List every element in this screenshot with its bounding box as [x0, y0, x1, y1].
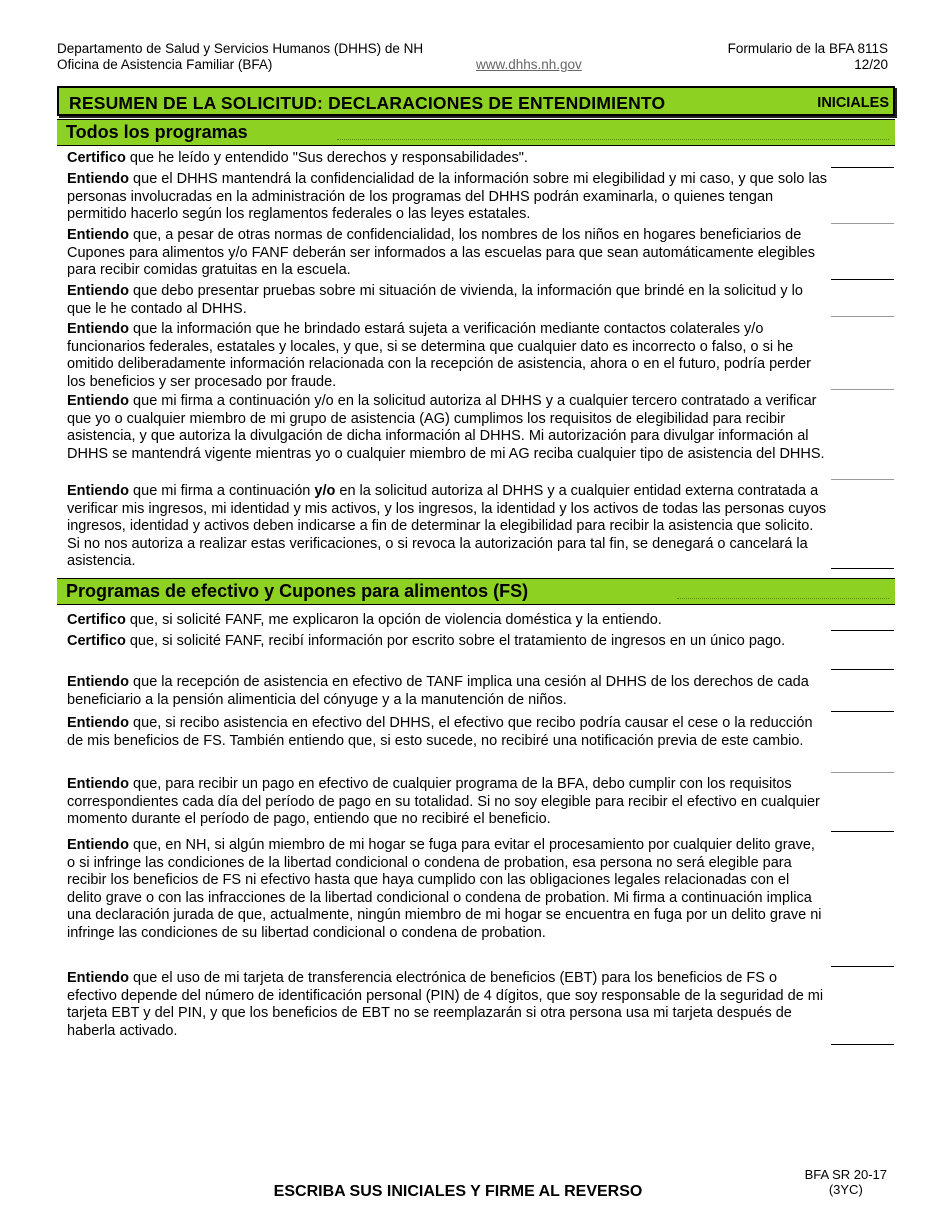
footer-instruction: ESCRIBA SUS INICIALES Y FIRME AL REVERSO — [273, 1183, 643, 1200]
form-code-suffix: (3YC) — [828, 1182, 863, 1197]
statement-text: que mi firma a continuación — [129, 483, 315, 499]
initials-field[interactable] — [831, 711, 894, 712]
page-title-bar — [57, 86, 895, 116]
initials-field[interactable] — [831, 669, 894, 670]
statement-item — [67, 612, 827, 630]
form-code: BFA SR 20-17 — [804, 1167, 887, 1182]
agency-header — [57, 41, 423, 73]
dotted-leader — [677, 598, 889, 599]
initials-field[interactable] — [831, 772, 894, 773]
form-name: Formulario de la BFA 811S — [727, 41, 888, 56]
statement-item — [67, 283, 827, 318]
statement-item — [67, 483, 827, 571]
initials-field[interactable] — [831, 316, 894, 317]
initials-field[interactable] — [831, 279, 894, 280]
form-id-block — [728, 41, 888, 73]
statement-lead: Certifico — [67, 633, 126, 649]
statement-item — [67, 227, 827, 280]
initials-field[interactable] — [831, 831, 894, 832]
statement-lead: Entiendo — [67, 715, 130, 731]
statement-item — [67, 150, 827, 168]
statement-item — [67, 715, 827, 750]
initials-field[interactable] — [831, 223, 894, 224]
statement-text: en la solicitud autoriza al DHHS y a cualquier entidad externa contratada a verificar mis ingresos, mi identidad y mis activos, y los ingresos, la identidad y los activos de todas las personas cuyos ingresos, identidad y activos deben indicarse a fin de determinar la elegibilidad para recibir la asistencia que solicito. Si no nos autoriza a realizar estas verificaciones, o si revoca la autorización para tal fin, se denegará o cancelará la asistencia. — [67, 483, 827, 570]
statement-text: que la recepción de asistencia en efectivo de TANF implica una cesión al DHHS de los derechos de cada beneficiario a la pensión alimenticia del cónyuge y a la manutención de niños. — [67, 674, 809, 708]
statement-lead: Entiendo — [67, 776, 130, 792]
office-name: Oficina de Asistencia Familiar (BFA) — [57, 57, 273, 72]
statement-lead: Entiendo — [67, 483, 130, 499]
section-title: Todos los programas — [66, 122, 248, 142]
statement-text: que he leído y entendido "Sus derechos y responsabilidades". — [125, 150, 528, 166]
statement-lead: Entiendo — [67, 171, 130, 187]
statement-item — [67, 321, 827, 391]
initials-field[interactable] — [831, 167, 894, 168]
statement-item — [67, 633, 827, 651]
statement-text: que, si recibo asistencia en efectivo del DHHS, el efectivo que recibo podría causar el cese o la reducción de mis beneficios de FS. También entiendo que, si esto sucede, no recibiré una notificación previa de este cambio. — [67, 715, 813, 749]
statement-lead: Entiendo — [67, 321, 130, 337]
statement-lead: Entiendo — [67, 393, 130, 409]
initials-field[interactable] — [831, 568, 894, 569]
statement-lead: Entiendo — [67, 837, 130, 853]
initials-field[interactable] — [831, 966, 894, 967]
statement-emphasis: y/o — [314, 483, 336, 499]
initials-field[interactable] — [831, 1044, 894, 1045]
statement-item — [67, 970, 827, 1040]
initials-field[interactable] — [831, 479, 894, 480]
statement-item — [67, 674, 827, 709]
statement-text: que el uso de mi tarjeta de transferencia electrónica de beneficios (EBT) para los beneficios de FS o efectivo depende del número de identificación personal (PIN) de 4 dígitos, que soy responsable de la seguridad de mi tarjeta EBT y del PIN, y que los beneficios de EBT no se reemplazarán si otra persona usa mi tarjeta después de haberla activado. — [67, 970, 824, 1039]
initials-column-header: INICIALES — [817, 95, 889, 111]
statement-lead: Entiendo — [67, 283, 130, 299]
statement-lead: Entiendo — [67, 674, 130, 690]
statement-item — [67, 393, 827, 463]
statement-item — [67, 171, 827, 224]
dotted-leader — [337, 139, 889, 140]
statement-text: que, en NH, si algún miembro de mi hogar se fuga para evitar el procesamiento por cualquier delito grave, o si infringe las condiciones de la libertad condicional o condena de probation, esa persona no será elegible para recibir los beneficios de FS ni efectivo hasta que haya cumplido con las obligaciones legales relacionadas con el delito grave o con las infracciones de la libertad condicional o condena de probation. Mi firma a continuación implica una declaración jurada de que, actualmente, ningún miembro de mi hogar se encuentra en fuga por un delito grave ni infringe las condiciones de su libertad condicional o condena de probation. — [67, 837, 822, 941]
statement-text: que, si solicité FANF, me explicaron la opción de violencia doméstica y la entiendo. — [125, 612, 662, 628]
statement-text: que mi firma a continuación y/o en la solicitud autoriza al DHHS y a cualquier tercero contratado a verificar que yo o cualquier miembro de mi grupo de asistencia (AG) cumplimos los requisitos de elegibilidad para recibir asistencia, y que autoriza la divulgación de dicha información al DHHS. Mi autorización para divulgar información al DHHS se mantendrá vigente mientras yo o cualquier miembro de mi AG reciba cualquier tipo de asistencia del DHHS. — [67, 393, 825, 462]
page-title: RESUMEN DE LA SOLICITUD: DECLARACIONES DE ENTENDIMIENTO — [69, 93, 666, 113]
statement-item — [67, 776, 827, 829]
section-heading-all-programs — [57, 119, 895, 146]
section-title: Programas de efectivo y Cupones para alimentos (FS) — [66, 581, 529, 601]
statement-text: que, para recibir un pago en efectivo de cualquier programa de la BFA, debo cumplir con los requisitos correspondientes cada día del período de pago en su totalidad. Si no soy elegible para recibir el efectivo en cualquier momento durante el período de pago, entiendo que no recibiré el beneficio. — [67, 776, 820, 828]
section-heading-cash-food-stamps — [57, 578, 895, 605]
statement-lead: Certifico — [67, 150, 126, 166]
statement-lead: Certifico — [67, 612, 126, 628]
statement-lead: Entiendo — [67, 227, 130, 243]
statement-text: que el DHHS mantendrá la confidencialidad de la información sobre mi elegibilidad y mi caso, y que solo las personas involucradas en la administración de los programas del DHHS podrán examinarla, o quienes tengan permitido hacerlo según los reglamentos federales o las leyes estatales. — [67, 171, 828, 223]
statement-text: que la información que he brindado estará sujeta a verificación mediante contactos colaterales y/o funcionarios federales, estatales y locales, y que, si se determina que cualquier dato es incorrecto o falso, o si he omitido deliberadamente información relacionada con la recepción de asistencia, ahora o en el futuro, podría perder los beneficios y ser procesado por fraude. — [67, 321, 811, 390]
statement-lead: Entiendo — [67, 970, 130, 986]
statement-text: que, a pesar de otras normas de confidencialidad, los nombres de los niños en hogares beneficiarios de Cupones para alimentos y/o FANF deberán ser informados a las escuelas para que sean automáticamente elegibles para recibir comidas gratuitas en la escuela. — [67, 227, 815, 279]
agency-name: Departamento de Salud y Servicios Humanos (DHHS) de NH — [57, 41, 424, 56]
statement-text: que debo presentar pruebas sobre mi situación de vivienda, la información que brindé en la solicitud y lo que le he contado al DHHS. — [67, 283, 803, 317]
initials-field[interactable] — [831, 389, 894, 390]
statement-item — [67, 837, 827, 943]
initials-field[interactable] — [831, 630, 894, 631]
footer-form-code — [805, 1167, 887, 1197]
form-date: 12/20 — [854, 57, 888, 72]
statement-text: que, si solicité FANF, recibí información por escrito sobre el tratamiento de ingresos en un único pago. — [125, 633, 786, 649]
website-link[interactable]: www.dhhs.nh.gov — [476, 57, 582, 72]
